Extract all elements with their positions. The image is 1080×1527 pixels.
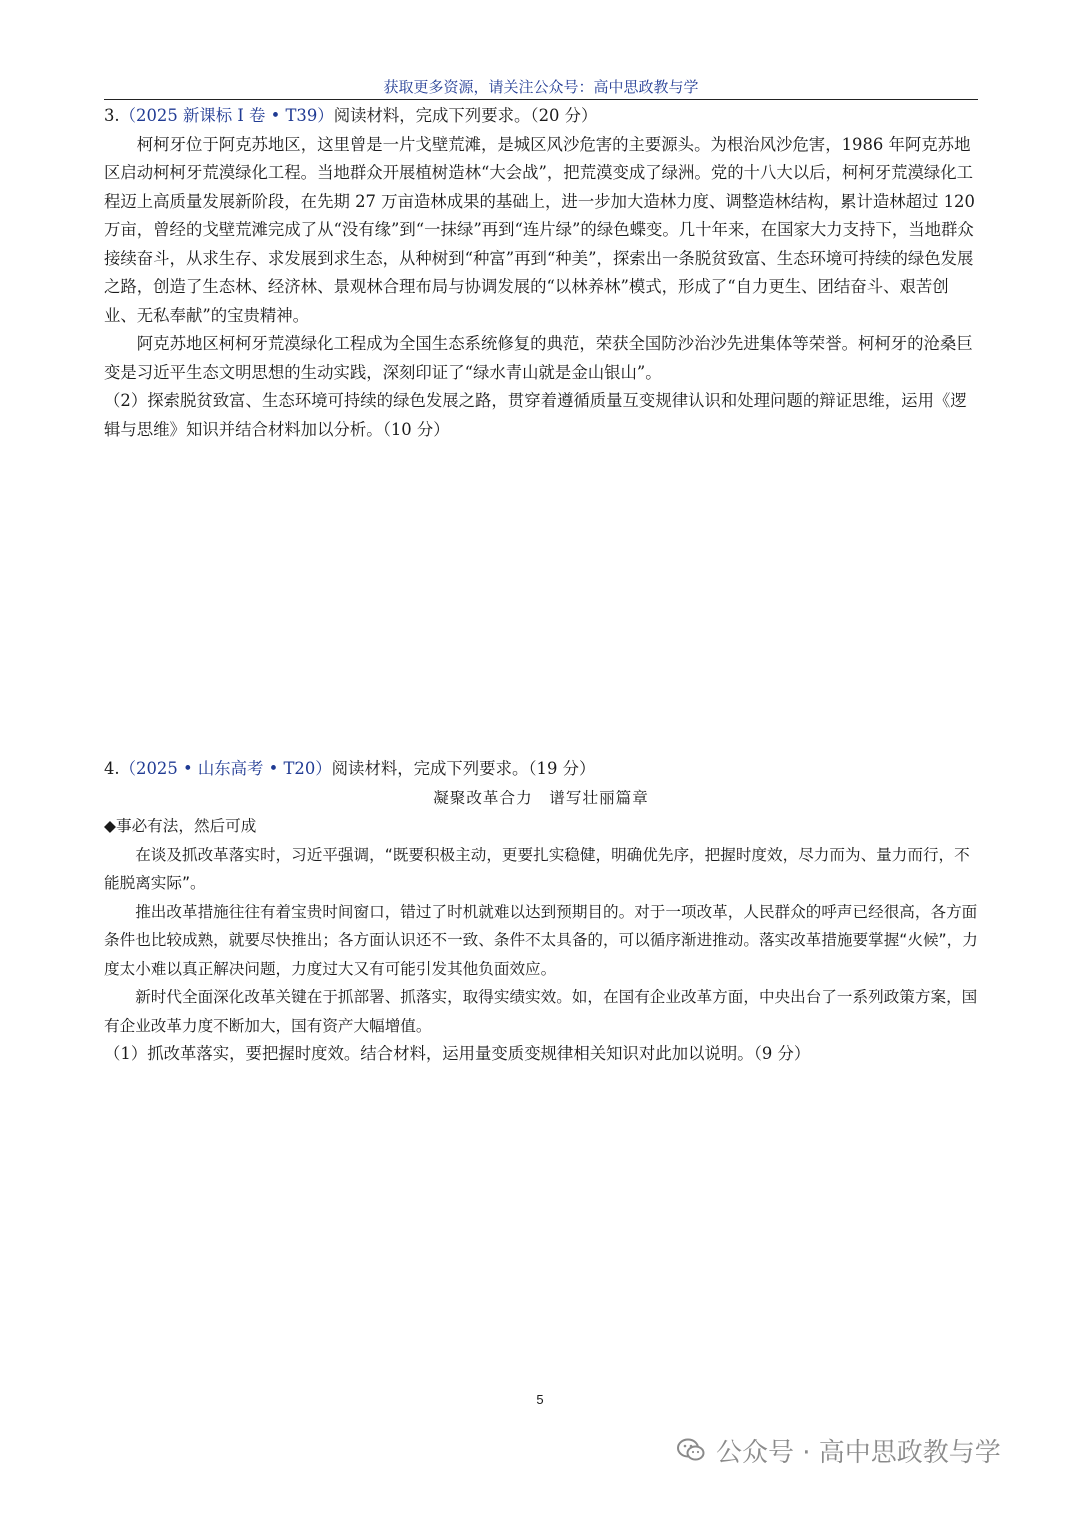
material-paragraph: 阿克苏地区柯柯牙荒漠绿化工程成为全国生态系统修复的典范，荣获全国防沙治沙先进集体等荣誉。柯柯牙的沧桑巨变是习近平生态文明思想的生动实践，深刻印证了“绿水青山就是金山银山”。	[104, 334, 973, 382]
page-header: 获取更多资源，请关注公众号：高中思政教与学	[383, 78, 699, 96]
question-number: 4.	[104, 759, 120, 778]
material-subheading: ◆事必有法，然后可成	[104, 817, 257, 835]
question-number: 3.	[104, 106, 120, 125]
question-3	[104, 102, 978, 444]
question-prompt: 阅读材料，完成下列要求。（19 分）	[331, 759, 596, 778]
wechat-icon	[676, 1435, 706, 1465]
sub-question: （2）探索脱贫致富、生态环境可持续的绿色发展之路，贯穿着遵循质量互变规律认识和处理问题的辩证思维，运用《逻辑与思维》知识并结合材料加以分析。（10 分）	[104, 391, 967, 439]
header-divider	[104, 99, 978, 100]
material-paragraph: 新时代全面深化改革关键在于抓部署、抓落实，取得实绩实效。如，在国有企业改革方面，中央出台了一系列政策方案，国有企业改革力度不断加大，国有资产大幅增值。	[104, 988, 978, 1035]
question-source: （2025 新课标 I 卷 • T39）	[119, 106, 334, 125]
watermark-text: 公众号 · 高中思政教与学	[716, 1437, 1001, 1468]
sub-question: （1）抓改革落实，要把握时度效。结合材料，运用量变质变规律相关知识对此加以说明。（9 分）	[104, 1044, 811, 1063]
question-4-heading	[104, 755, 978, 784]
question-3-heading	[104, 102, 978, 131]
material-title: 凝聚改革合力 谱写壮丽篇章	[433, 788, 649, 807]
question-4	[104, 755, 978, 1069]
page-number: 5	[536, 1392, 544, 1407]
material-paragraph: 推出改革措施往往有着宝贵时间窗口，错过了时机就难以达到预期目的。对于一项改革，人民群众的呼声已经很高，各方面条件也比较成熟，就要尽快推出；各方面认识还不一致、条件不太具备的，可以循序渐进推动。落实改革措施要掌握“火候”，力度太小难以真正解决问题，力度过大又有可能引发其他负面效应。	[104, 902, 978, 978]
material-paragraph: 在谈及抓改革落实时，习近平强调，“既要积极主动，更要扎实稳健，明确优先序，把握时度效，尽力而为、量力而行，不能脱离实际”。	[104, 845, 970, 892]
question-prompt: 阅读材料，完成下列要求。（20 分）	[333, 106, 598, 125]
watermark	[676, 1428, 1001, 1472]
question-source: （2025 • 山东高考 • T20）	[119, 759, 332, 778]
material-paragraph: 柯柯牙位于阿克苏地区，这里曾是一片戈壁荒滩，是城区风沙危害的主要源头。为根治风沙危害，1986 年阿克苏地区启动柯柯牙荒漠绿化工程。当地群众开展植树造林“大会战”，把荒漠变成了绿洲。党的十八大以后，柯柯牙荒漠绿化工程迈上高质量发展新阶段，在先期 27 万亩造林成果的基础上，进一步加大造林力度、调整造林结构，累计造林超过 120 万亩，曾经的戈壁荒滩完成了从“没有缘”到“一抹绿”再到“连片绿”的绿色蝶变。几十年来，在国家大力支持下，当地群众接续奋斗，从求生存、求发展到求生态，从种树到“种富”再到“种美”，探索出一条脱贫致富、生态环境可持续的绿色发展之路，创造了生态林、经济林、景观林合理布局与协调发展的“以林养林”模式，形成了“自力更生、团结奋斗、艰苦创业、无私奉献”的宝贵精神。	[104, 134, 975, 325]
